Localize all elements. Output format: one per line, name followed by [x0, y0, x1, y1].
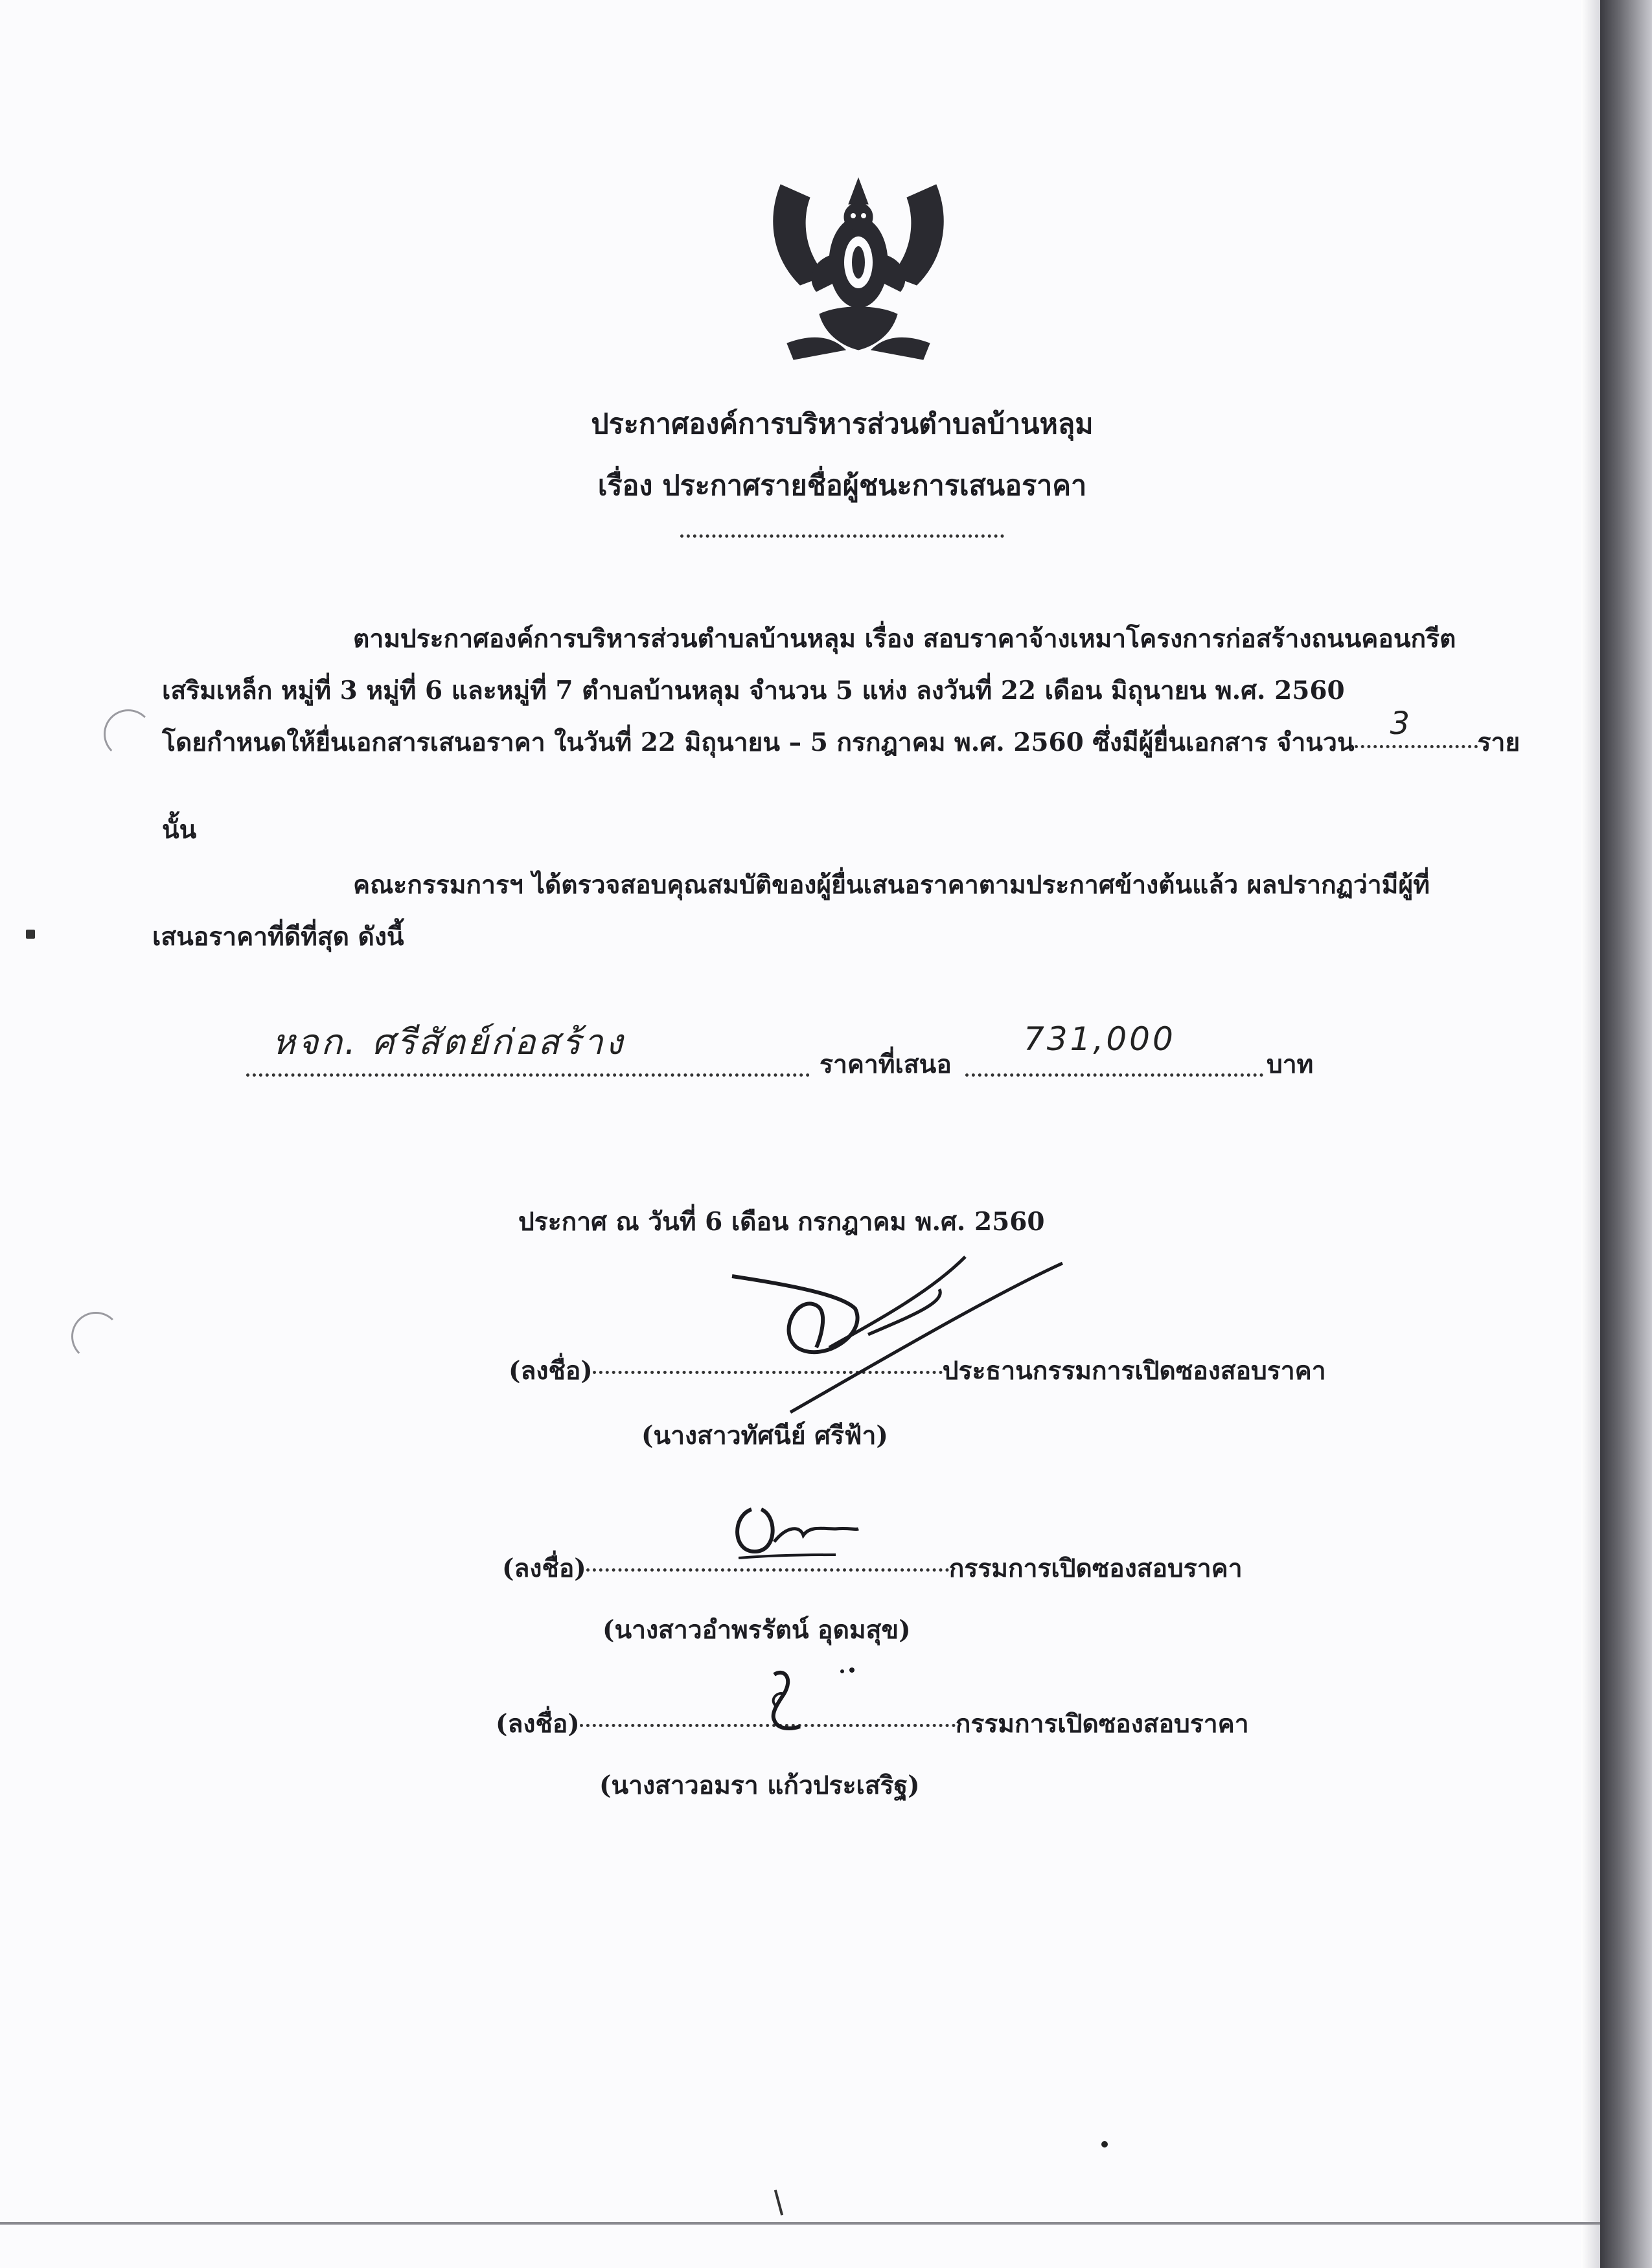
signature-2-role: กรรมการเปิดซองสอบราคา	[948, 1553, 1243, 1583]
signature-3-role: กรรมการเปิดซองสอบราคา	[955, 1709, 1249, 1739]
winner-name-handwritten: หจก. ศรีสัตย์ก่อสร้าง	[272, 1022, 625, 1062]
scan-speck	[26, 930, 35, 939]
paragraph1-line4: นั้น	[162, 815, 197, 845]
signature-1-mark	[719, 1250, 1082, 1419]
paragraph1-line2: เสริมเหล็ก หมู่ที่ 3 หมู่ที่ 6 และหมู่ที่ 7 ตำบลบ้านหลุม จำนวน 5 แห่ง ลงวันที่ 22 เดือน มิถุนายน พ.ศ. 2560	[162, 676, 1345, 705]
signature-2-name: (นางสาวอำพรรัตน์ อุดมสุข)	[602, 1615, 911, 1645]
price-dots	[965, 1073, 1263, 1077]
paragraph2-line2: เสนอราคาที่ดีที่สุด ดังนี้	[152, 922, 404, 952]
punch-hole-mark	[104, 709, 153, 759]
paragraph1-line3-text: โดยกำหนดให้ยื่นเอกสารเสนอราคา ในวันที่ 22 มิถุนายน – 5 กรกฎาคม พ.ศ. 2560 ซึ่งมีผู้ยื่นเอกสาร จำนวน	[162, 727, 1355, 757]
winner-name-dots	[246, 1073, 810, 1077]
signature-3-prefix: (ลงชื่อ)	[496, 1709, 580, 1739]
signature-1-role: ประธานกรรมการเปิดซองสอบราคา	[942, 1356, 1326, 1386]
announcement-date: ประกาศ ณ วันที่ 6 เดือน กรกฎาคม พ.ศ. 2560	[518, 1207, 1045, 1237]
document-title: ประกาศองค์การบริหารส่วนตำบลบ้านหลุม	[591, 408, 1094, 441]
scan-edge-dark	[1600, 0, 1652, 2268]
price-label: ราคาที่เสนอ	[820, 1049, 952, 1079]
punch-hole-mark	[71, 1312, 120, 1361]
signature-3-mark	[739, 1665, 855, 1749]
bidder-count-field	[1355, 705, 1478, 751]
scan-bottom-edge	[0, 2222, 1600, 2225]
document-subject: เรื่อง ประกาศรายชื่อผู้ชนะการเสนอราคา	[597, 470, 1087, 502]
scan-speck	[1101, 2141, 1108, 2148]
signature-2-prefix: (ลงชื่อ)	[502, 1553, 586, 1583]
signature-1-name: (นางสาวทัศนีย์ ศรีฟ้า)	[641, 1421, 888, 1450]
paragraph1-line1: ตามประกาศองค์การบริหารส่วนตำบลบ้านหลุม เรื่อง สอบราคาจ้างเหมาโครงการก่อสร้างถนนคอนกรีต	[353, 624, 1456, 654]
paragraph1-line3-unit: ราย	[1477, 727, 1520, 757]
signature-2-mark	[726, 1490, 868, 1574]
signature-2-line	[502, 1548, 1243, 1588]
scan-speck	[774, 2190, 783, 2216]
paragraph1-line3	[162, 705, 1520, 762]
price-unit: บาท	[1267, 1049, 1314, 1079]
bidder-count-handwritten: 3	[1390, 705, 1413, 742]
paragraph2-line1: คณะกรรมการฯ ได้ตรวจสอบคุณสมบัติของผู้ยื่นเสนอราคาตามประกาศข้างต้นแล้ว ผลปรากฏว่ามีผู้ที่	[353, 870, 1430, 900]
winner-row	[246, 1020, 1322, 1082]
garuda-emblem-icon	[755, 165, 962, 372]
price-handwritten: 731,000	[1024, 1020, 1176, 1058]
signature-3-line	[496, 1704, 1249, 1744]
signature-3-name: (นางสาวอมรา แก้วประเสริฐ)	[599, 1770, 920, 1800]
scan-edge-shadow	[1581, 0, 1600, 2268]
title-divider-dots	[680, 534, 1004, 538]
signature-1-prefix: (ลงชื่อ)	[509, 1356, 593, 1386]
